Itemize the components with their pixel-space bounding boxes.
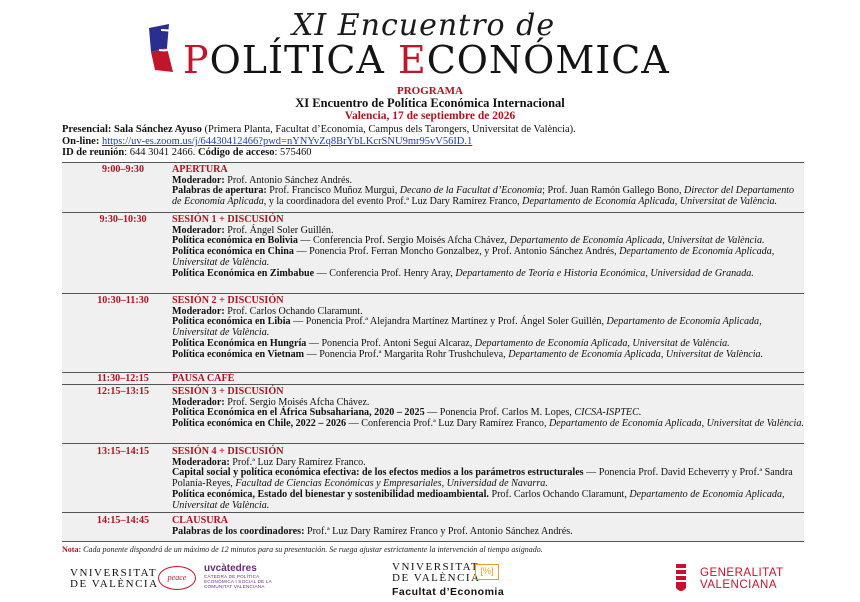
- line-text: Prof. Ángel Soler Guillén.: [224, 224, 334, 236]
- note-label: Nota:: [62, 545, 82, 554]
- session-line: [172, 247, 804, 268]
- meeting-id: : 644 3041 2466.: [124, 147, 199, 159]
- line-text: Prof. Francisco Muñoz Murgui,: [266, 185, 400, 197]
- line-affiliation: Departamento de Teoría e Historia Económica, Universidad de Granada.: [455, 267, 754, 279]
- line-label: Política económica en China: [172, 246, 294, 258]
- line-label: Moderador:: [172, 224, 225, 236]
- session-title: SESIÓN 2 + DISCUSIÓN: [172, 295, 284, 306]
- line-text: Prof. Carlos Ochando Claramunt.: [224, 305, 363, 317]
- line-text: — Ponencia Prof.ª Margarita Rohr Trushchuleva,: [304, 348, 509, 360]
- session-line: [172, 269, 804, 280]
- line-text: ; Prof. Juan Ramón Gallego Bono,: [542, 185, 685, 197]
- line-text: — Ponencia Prof. Ferran Moncho Gonzalbez, y Prof. Antonio Sánchez Andrés,: [293, 246, 620, 258]
- line-affiliation: Departamento de Economía Aplicada, Universitat de València.: [172, 246, 775, 268]
- catedres-logo: [204, 564, 272, 589]
- catedres-sub: CÀTEDRA DE POLÍTICA: [204, 574, 260, 579]
- session-title: SESIÓN 1 + DISCUSIÓN: [172, 214, 284, 225]
- zoom-link[interactable]: https://uv-es.zoom.us/j/64430412466?pwd=nYNYvZq8BrYbLKcrSNU9mr95vV56ID.1: [101, 135, 473, 147]
- session-time: 10:30–11:30: [97, 295, 149, 306]
- generalitat-line1: GENERALITAT: [700, 567, 784, 579]
- line-label: Moderador:: [172, 396, 225, 408]
- line-label: Política económica en Vietnam: [172, 348, 305, 360]
- title-main: [183, 38, 670, 82]
- title-conomica: CONÓMICA: [426, 38, 670, 82]
- session-content: [172, 215, 804, 279]
- peace-logo: peace: [158, 566, 196, 590]
- session-line: [172, 317, 804, 338]
- line-label: Política Económica en Zimbabue: [172, 267, 315, 279]
- line-affiliation: Departamento de Economía Aplicada, Universitat de València.: [172, 488, 785, 511]
- line-text: , y la coordinadora del evento Prof.ª Luz Dary Ramírez Franco,: [263, 196, 523, 208]
- session-line: [172, 419, 804, 430]
- line-label: Política económica en Chile, 2022 – 2026: [172, 418, 347, 430]
- session-time: 11:30–12:15: [97, 373, 149, 384]
- line-label: Moderadora:: [172, 456, 230, 468]
- note-text: Cada ponente dispondrá de un máximo de 12 minutos para su presentación. Se ruega ajustar estrictamente la intervención al tiempo asignado.: [81, 545, 543, 554]
- meeting-label: ID de reunión: [62, 147, 125, 159]
- session-content: [172, 296, 804, 360]
- session-time: 12:15–13:15: [96, 386, 150, 397]
- line-label: Palabras de los coordinadores:: [172, 525, 305, 537]
- access-code: : 575460: [274, 147, 312, 159]
- catedres-sub: COMUNITAT VALENCIANA: [204, 584, 265, 589]
- venue-info: [62, 124, 822, 159]
- line-text: Prof. Antonio Sánchez Andrés.: [224, 174, 352, 186]
- online-line: [62, 136, 822, 148]
- generalitat-shield-icon: [674, 562, 688, 594]
- line-label: Política económica en Libia: [172, 316, 291, 328]
- presencial-place: Sala Sánchez Ayuso: [114, 124, 202, 135]
- title-olitica: OLÍTICA: [209, 38, 398, 82]
- session-content: [172, 374, 804, 385]
- presencial-line: [62, 124, 822, 136]
- header: [0, 0, 860, 86]
- session-time: 14:15–14:45: [96, 515, 150, 526]
- programme-title: XI Encuentro de Política Económica Internacional: [295, 96, 565, 110]
- session-line: [172, 468, 804, 489]
- programme-label: PROGRAMA: [397, 85, 463, 97]
- code-label: Código de acceso: [198, 147, 275, 159]
- session-title: PAUSA CAFÉ: [172, 373, 235, 384]
- line-affiliation: Departamento de Economía Aplicada, Universitat de València.: [522, 196, 778, 208]
- session-line: [172, 527, 804, 538]
- session-line: [172, 350, 804, 361]
- meeting-line: [62, 147, 822, 159]
- session-title: CLAUSURA: [172, 515, 229, 526]
- percent-badge-icon: [%]: [475, 564, 499, 580]
- line-text: Prof.ª Luz Dary Ramírez Franco y Prof. Antonio Sánchez Andrés.: [304, 525, 573, 537]
- session-title: APERTURA: [172, 164, 228, 175]
- line-affiliation: Facultad de Ciencias Económicas y Empresariales, Universidad de Navarra.: [235, 478, 548, 490]
- line-text: — Conferencia Prof. Sergio Moisés Afcha Chávez,: [297, 235, 510, 247]
- line-label: Palabras de apertura:: [172, 185, 267, 197]
- session-time: 9:30–10:30: [99, 214, 147, 225]
- faculty-logo-line1: VNIVERSITAT: [392, 561, 480, 573]
- uv-logo: [70, 568, 159, 590]
- session-time: 9:00–9:30: [101, 164, 145, 175]
- line-affiliation: Decano de la Facultat d’Economia: [399, 185, 543, 197]
- line-affiliation: Departamento de Economía Aplicada, Universitat de València.: [509, 235, 765, 247]
- uv-logo-line1: VNIVERSITAT: [70, 567, 158, 579]
- session-content: [172, 516, 804, 537]
- catedres-title: uvcàtedres: [204, 563, 257, 574]
- generalitat-line2: VALENCIANA: [700, 579, 778, 591]
- divider: [62, 541, 804, 542]
- line-text: Prof. Sergio Moisés Afcha Chávez.: [224, 396, 370, 408]
- online-label: On-line: [62, 135, 96, 147]
- note: [62, 545, 822, 554]
- presencial-detail: (Primera Planta, Facultat d’Economia, Campus dels Tarongers, Universitat de València).: [201, 124, 576, 135]
- line-affiliation: Director del Departamento de Economía Aplicada: [172, 185, 795, 208]
- line-label: Política económica en Bolivia: [172, 235, 298, 247]
- line-label: Moderador:: [172, 174, 225, 186]
- line-text: — Conferencia Prof.ª Luz Dary Ramírez Franco,: [346, 418, 549, 430]
- line-label: Política económica, Estado del bienestar y sostenibilidad medioambiental.: [172, 488, 489, 500]
- programme-date: Valencia, 17 de septiembre de 2026: [344, 110, 516, 122]
- line-text: — Ponencia Prof.ª Alejandra Martínez Martínez y Prof. Ángel Soler Guillén,: [290, 316, 607, 328]
- line-text: — Ponencia Prof. David Echeverry y Prof.ª Sandra Polanía-Reyes,: [172, 467, 793, 490]
- line-affiliation: Departamento de Economía Aplicada, Universitat de València.: [474, 337, 730, 349]
- session-line: [172, 186, 804, 207]
- line-label: Moderador:: [172, 305, 225, 317]
- line-affiliation: Departamento de Economía Aplicada, Universitat de València.: [508, 348, 764, 360]
- session-content: [172, 447, 804, 511]
- session-title: SESIÓN 3 + DISCUSIÓN: [172, 386, 284, 397]
- faculty-name: Facultat d’Economia: [392, 586, 505, 598]
- line-text: — Ponencia Prof. Carlos M. Lopes,: [424, 407, 575, 419]
- title-initial-p: P: [183, 38, 210, 82]
- pe-logo-icon: [147, 22, 185, 74]
- session-time: 13:15–14:15: [96, 446, 150, 457]
- line-affiliation: Departamento de Economía Aplicada, Universitat de València.: [549, 418, 804, 430]
- line-label: Política Económica en Hungría: [172, 337, 307, 349]
- title-initial-e: E: [397, 38, 427, 82]
- line-text: Prof. Carlos Ochando Claramunt,: [488, 488, 630, 500]
- line-text: — Conferencia Prof. Henry Aray,: [314, 267, 456, 279]
- footer: [0, 556, 860, 602]
- line-label: Política Económica en el África Subsahariana, 2020 – 2025: [172, 407, 425, 419]
- title-top: XI Encuentro de: [292, 8, 556, 43]
- line-label: Capital social y política económica efectiva: de los efectos medios a los parámetros estructurales: [172, 467, 584, 479]
- faculty-logo-line2: DE VALÈNCIA: [392, 572, 481, 584]
- session-content: [172, 165, 804, 208]
- line-text: — Ponencia Prof. Antoni Seguí Alcaraz,: [306, 337, 475, 349]
- online-sep: :: [95, 135, 102, 147]
- catedres-sub: ECONÒMICA I SOCIAL DE LA: [204, 579, 272, 584]
- presencial-label: Presencial:: [62, 124, 112, 135]
- uv-logo-line2: DE VALÈNCIA: [70, 578, 159, 590]
- generalitat-logo: [700, 567, 784, 591]
- line-affiliation: Departamento de Economía Aplicada, Universitat de València.: [172, 316, 762, 339]
- line-text: Prof.ª Luz Dary Ramírez Franco.: [229, 456, 366, 468]
- session-content: [172, 387, 804, 430]
- session-title: SESIÓN 4 + DISCUSIÓN: [172, 446, 284, 457]
- session-line: [172, 490, 804, 511]
- line-affiliation: CICSA-ISPTEC.: [574, 407, 642, 419]
